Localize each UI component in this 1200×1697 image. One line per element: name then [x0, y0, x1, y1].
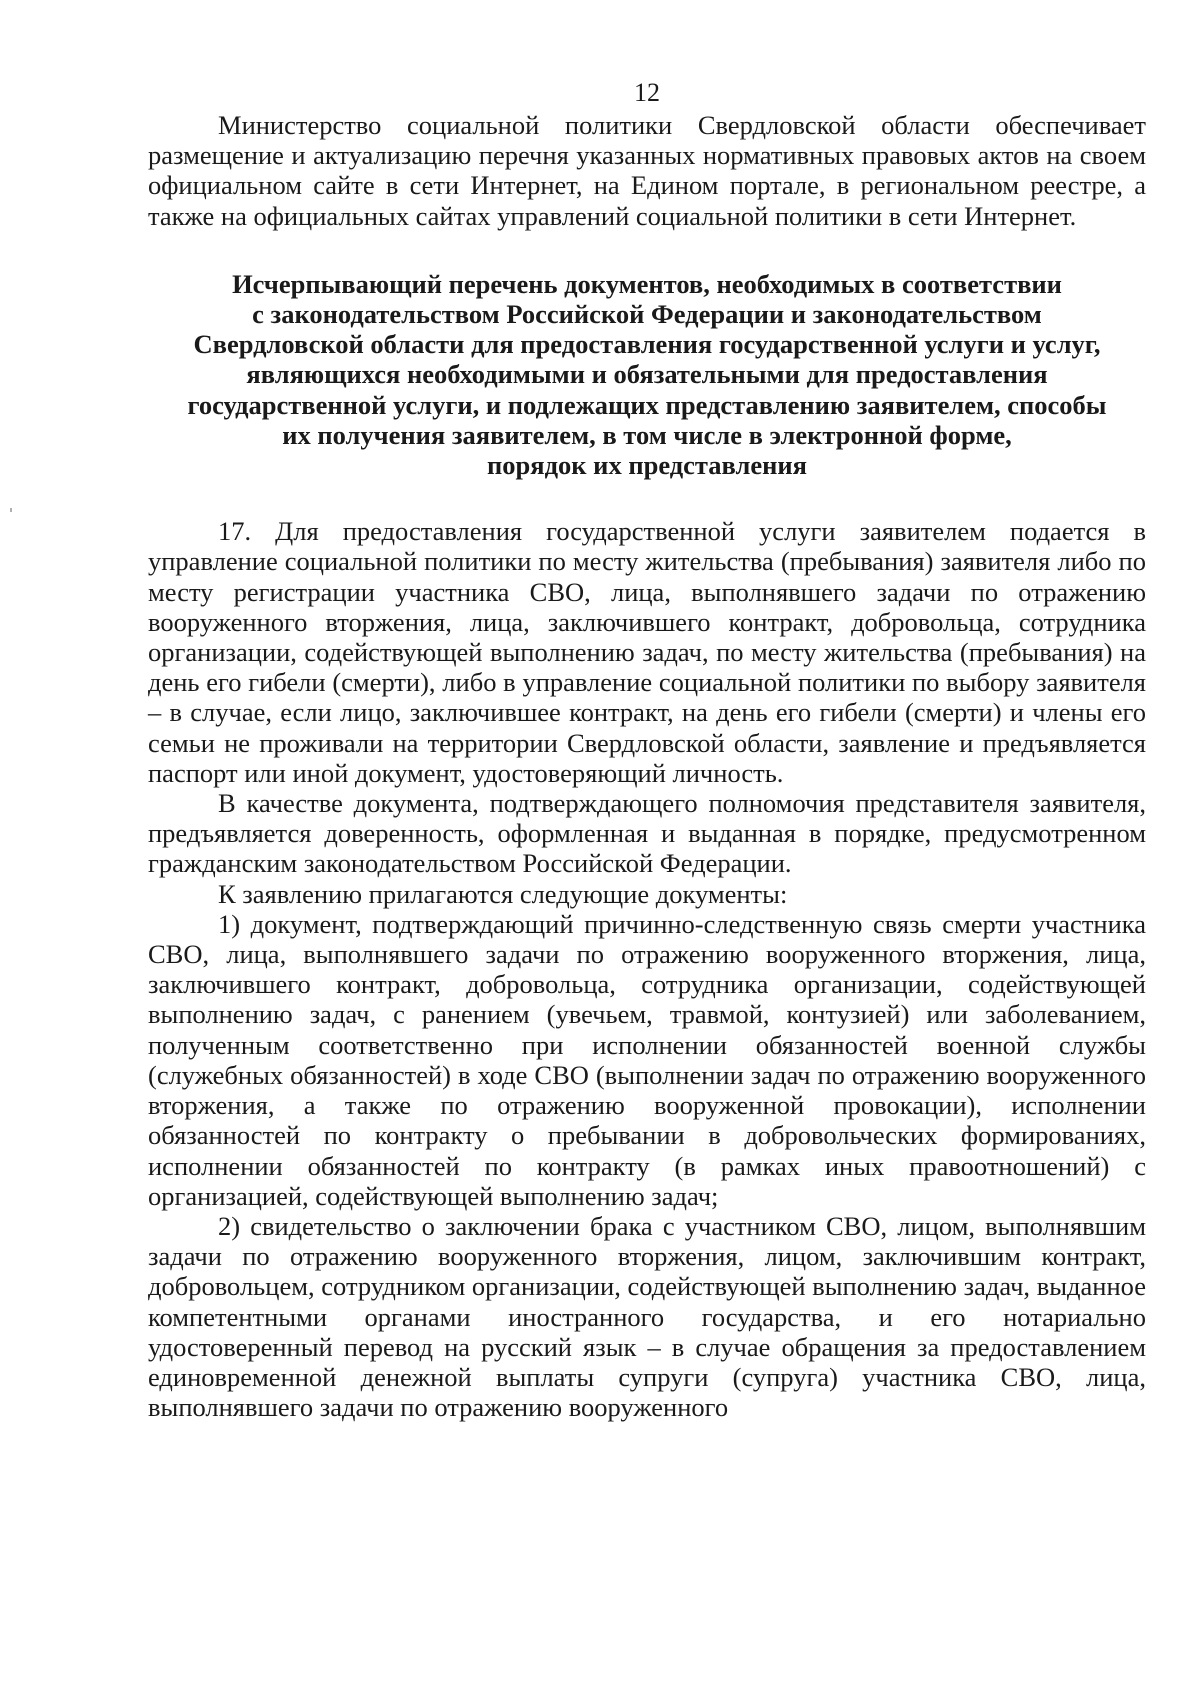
paragraph-17-main: 17. Для предоставления государственной услуги заявителем подается в управление социальной политики по месту жительства (пребывания) заявителя либо по месту регистрации участника СВО, лица, выполнявшего задачи по отражению вооруженного вторжения, лица, заключившего контракт, добровольца, сотрудника организации, содействующей выполнению задач, по месту жительства (пребывания) на день его гибели (смерти), либо в управление социальной политики по выбору заявителя – в случае, если лицо, заключившее контракт, на день его гибели (смерти) и члены его семьи не проживали на территории Свердловской области, заявление и предъявляется паспорт или иной документ, удостоверяющий личность. — [148, 516, 1146, 788]
heading-line-2: с законодательством Российской Федерации и законодательством — [252, 299, 1042, 330]
list-item-2: 2) свидетельство о заключении брака с участником СВО, лицом, выполнявшим задачи по отражению вооруженного вторжения, лицом, заключившим контракт, добровольцем, сотрудником организации, содействующей выполнению задач, выданное компетентными органами иностранного государства, и его нотариально удостоверенный перевод на русский язык – в случае обращения за предоставлением единовременной денежной выплаты супруги (супруга) участника СВО, лица, выполнявшего задачи по отражению вооруженного — [148, 1210, 1146, 1423]
section-heading — [148, 269, 1146, 480]
heading-line-7: порядок их представления — [487, 450, 807, 481]
heading-line-1: Исчерпывающий перечень документов, необходимых в соответствии — [232, 268, 1062, 299]
intro-paragraph: Министерство социальной политики Свердловской области обеспечивает размещение и актуализацию перечня указанных нормативных правовых актов на своем официальном сайте в сети Интернет, на Едином портале, в региональном реестре, а также на официальных сайтах управлений социальной политики в сети Интернет. — [148, 110, 1146, 231]
page-number: 12 — [634, 78, 660, 107]
paragraph-representative: В качестве документа, подтверждающего полномочия представителя заявителя, предъявляется доверенность, оформленная и выданная в порядке, предусмотренном гражданским законодательством Российской Федерации. — [148, 788, 1146, 879]
heading-line-5: государственной услуги, и подлежащих представлению заявителем, способы — [187, 389, 1107, 420]
paragraph-attachments-intro: К заявлению прилагаются следующие документы: — [218, 878, 788, 909]
heading-line-6: их получения заявителем, в том числе в электронной форме, — [282, 419, 1012, 450]
list-item-1: 1) документ, подтверждающий причинно-следственную связь смерти участника СВО, лица, выполнявшего задачи по отражению вооруженного вторжения, лица, заключившего контракт, добровольца, сотрудника организации, содействующей выполнению задач, с ранением (увечьем, травмой, контузией) или заболеванием, полученным соответственно при исполнении обязанностей военной службы (служебных обязанностей) в ходе СВО (выполнении задач по отражению вооруженного вторжения, а также по отражению вооруженной провокации), исполнении обязанностей по контракту о пребывании в добровольческих формированиях, исполнении обязанностей по контракту (в рамках иных правоотношений) с организацией, содействующей выполнению задач; — [148, 908, 1146, 1211]
heading-line-3: Свердловской области для предоставления государственной услуги и услуг, — [193, 329, 1101, 360]
scan-artifact-mark — [10, 508, 12, 512]
heading-line-4: являющихся необходимыми и обязательными для предоставления — [246, 359, 1048, 390]
document-page — [148, 78, 1146, 1422]
